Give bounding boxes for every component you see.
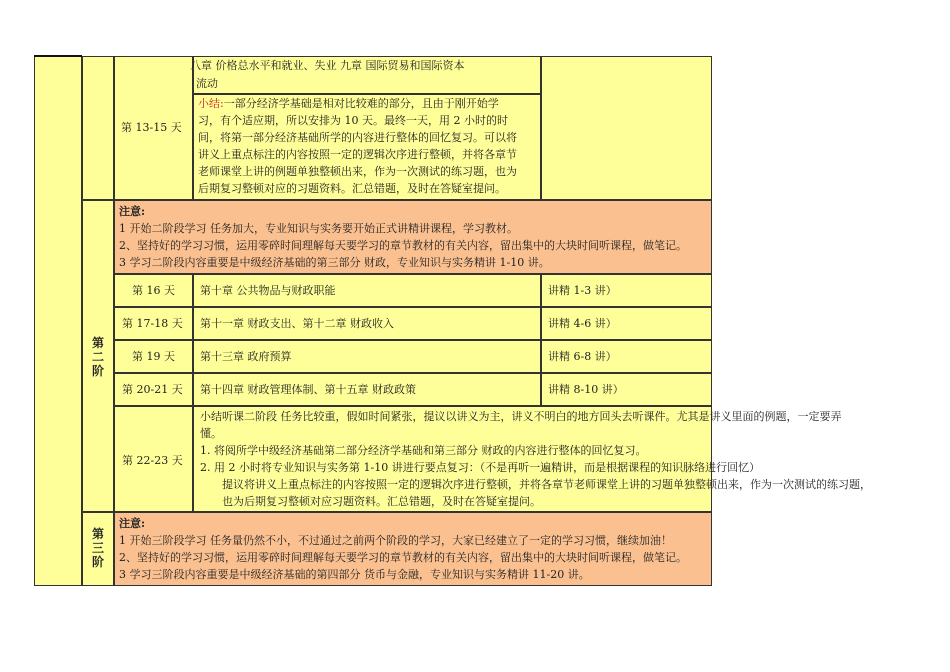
row-day: 第 19 天 bbox=[132, 350, 175, 363]
stage2-summary-line-2: 1. 将阅所学中级经济基础第二部分经济学基础和第三部分 财政的内容进行整体的回忆复习。 bbox=[200, 444, 647, 457]
row-day: 第 17-18 天 bbox=[122, 317, 183, 330]
summary-cell-13-15 bbox=[193, 94, 541, 200]
stage2-summary-line-1: 懂。 bbox=[200, 427, 222, 440]
top-rule bbox=[34, 55, 82, 57]
stage2-summary-line-4: 提议将讲义上重点标注的内容按照一定的逻辑次序进行整顿，并将各章节老师课堂上讲的习题单独整顿出来，作为一次测试的练习题， bbox=[222, 478, 871, 491]
row-lecture: 讲精 6-8 讲） bbox=[548, 350, 617, 363]
row-topic-cell bbox=[193, 274, 541, 307]
stage3-char-1: 三 bbox=[91, 541, 104, 555]
chapter-line-2: 流动 bbox=[196, 77, 218, 90]
stage2-notice-line-0: 1 开始二阶段学习 任务加大，专业知识与实务要开始正式讲精讲课程，学习教材。 bbox=[119, 222, 518, 235]
row-topic-cell bbox=[193, 340, 541, 373]
row-topic: 第十章 公共物品与财政职能 bbox=[200, 284, 336, 297]
stage2-summary-cell bbox=[193, 406, 871, 512]
row-topic-cell bbox=[193, 307, 541, 340]
stage2-label-cell bbox=[82, 200, 114, 512]
left-margin-column bbox=[34, 56, 82, 586]
summary-line-5: 后期复习整顿对应的习题资料。汇总错题，及时在答疑室提问。 bbox=[198, 182, 506, 195]
row-lecture-cell bbox=[541, 274, 712, 307]
stage3-notice-cell bbox=[114, 512, 712, 586]
stage2-notice-line-2: 3 学习二阶段内容重要是中级经济基础的第三部分 财政，专业知识与实务精讲 1-10 讲。 bbox=[119, 256, 550, 269]
chapter-cell bbox=[190, 56, 541, 94]
stage3-char-2: 阶 bbox=[91, 555, 104, 569]
summary-line-3: 讲义上重点标注的内容按照一定的逻辑次序进行整顿，并将各章节 bbox=[198, 148, 517, 161]
row-lecture-cell bbox=[541, 307, 712, 340]
row-topic: 第十一章 财政支出、第十二章 财政收入 bbox=[200, 317, 394, 330]
row-topic: 第十四章 财政管理体制、第十五章 财政政策 bbox=[200, 383, 416, 396]
summary-text-0: 一部分经济学基础是相对比较难的部分，且由于刚开始学 bbox=[223, 97, 499, 110]
summary-prefix: 小结: bbox=[198, 97, 224, 110]
stage2-notice-cell bbox=[114, 200, 712, 274]
table-row bbox=[114, 373, 193, 406]
table-row bbox=[114, 274, 193, 307]
row-lecture: 讲精 8-10 讲） bbox=[548, 383, 624, 396]
stage2-notice-line-1: 2、坚持好的学习习惯，运用零碎时间理解每天要学习的章节教材的有关内容，留出集中的大块时间听课程，做笔记。 bbox=[119, 239, 687, 252]
row-lecture: 讲精 1-3 讲） bbox=[548, 284, 617, 297]
row-day: 第 16 天 bbox=[132, 284, 175, 297]
row-topic: 第十三章 政府预算 bbox=[200, 350, 292, 363]
stage2-char-1: 二 bbox=[91, 350, 104, 364]
summary-day: 第 22-23 天 bbox=[122, 454, 183, 467]
stage3-notice-title: 注意: bbox=[119, 517, 146, 530]
blank-right-cell bbox=[541, 56, 712, 200]
summary-day-cell bbox=[114, 406, 193, 512]
stage2-char-0: 第 bbox=[91, 336, 104, 350]
stage3-notice-line-0: 1 开始三阶段学习 任务量仍然不小，不过通过之前两个阶段的学习，大家已经建立了一定的学习习惯，继续加油！ bbox=[119, 534, 672, 547]
stage3-char-0: 第 bbox=[91, 527, 104, 541]
row-day: 第 20-21 天 bbox=[122, 383, 183, 396]
table-row bbox=[114, 307, 193, 340]
summary-line-1: 习，有个适应期，所以安排为 10 天。最终一天，用 2 小时的时 bbox=[198, 114, 508, 127]
row-lecture-cell bbox=[541, 373, 712, 406]
row-lecture: 讲精 4-6 讲） bbox=[548, 317, 617, 330]
stage2-char-2: 阶 bbox=[91, 364, 104, 378]
stage2-summary-line-0: 小结听课二阶段 任务比较重，假如时间紧张，提议以讲义为主，讲义不明白的地方回头去听课件。尤其是讲义里面的例题，一定要弄 bbox=[200, 410, 842, 423]
table-row bbox=[114, 340, 193, 373]
stage2-summary-line-3: 2. 用 2 小时将专业知识与实务第 1-10 讲进行要点复习：（不是再听一遍精讲，而是根据课程的知识脉络进行回忆） bbox=[200, 461, 761, 474]
summary-line-2: 间，将第一部分经济基础所学的内容进行整体的回忆复习。可以将 bbox=[198, 131, 517, 144]
summary-line-0 bbox=[198, 95, 499, 112]
stage1-stage-cell bbox=[82, 56, 114, 200]
stage3-label bbox=[83, 527, 113, 569]
stage3-notice-line-1: 2、坚持好的学习习惯，运用零碎时间理解每天要学习的章节教材的有关内容，留出集中的大块时间听课程，做笔记。 bbox=[119, 551, 687, 564]
stage3-label-cell bbox=[82, 512, 114, 586]
stage2-label bbox=[83, 336, 113, 378]
chapter-line-1: 八章 价格总水平和就业、失业 九章 国际贸易和国际资本 bbox=[190, 59, 465, 72]
row-topic-cell bbox=[193, 373, 541, 406]
stage2-notice-title: 注意: bbox=[119, 205, 146, 218]
stage2-summary-line-5: 也为后期复习整顿对应习题资料。汇总错题，及时在答疑室提问。 bbox=[222, 495, 541, 508]
summary-line-4: 老师课堂上讲的例题单独整顿出来，作为一次测试的练习题，也为 bbox=[198, 165, 517, 178]
day-label: 第 13-15 天 bbox=[121, 121, 182, 134]
stage3-notice-line-2: 3 学习三阶段内容重要是中级经济基础的第四部分 货币与金融，专业知识与实务精讲 11-20 讲。 bbox=[119, 568, 590, 581]
day-cell-13-15 bbox=[114, 56, 193, 200]
row-lecture-cell bbox=[541, 340, 712, 373]
